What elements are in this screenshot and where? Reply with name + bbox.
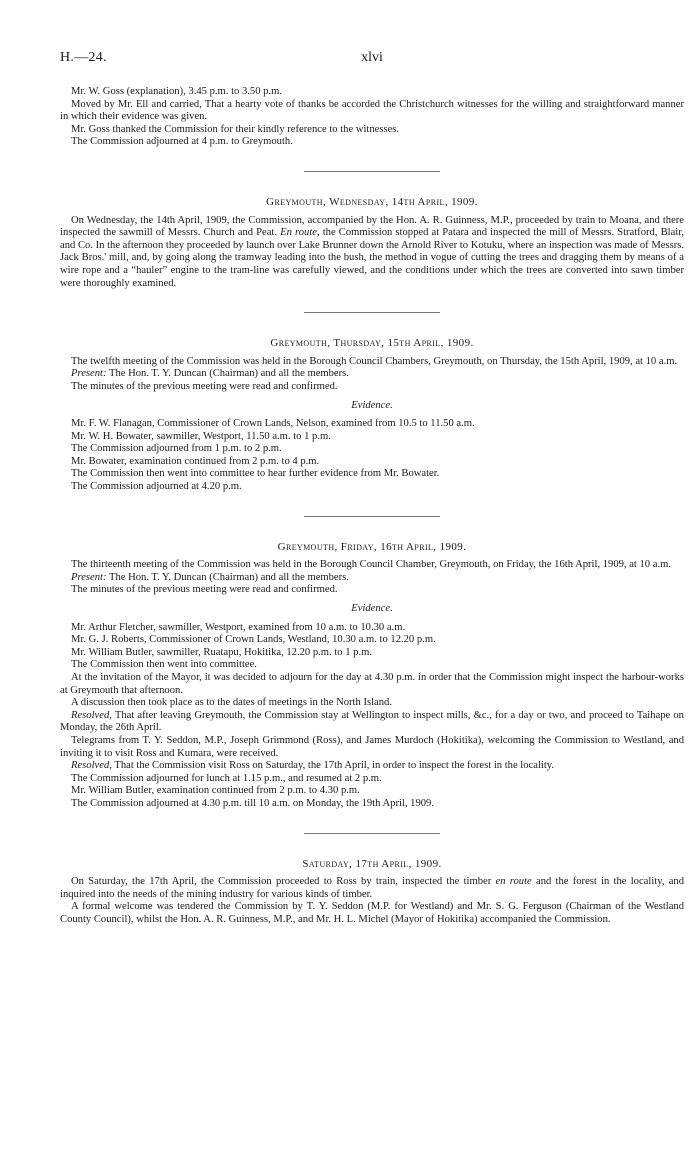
paragraph: A formal welcome was tendered the Commission by T. Y. Seddon (M.P. for Westland) and Mr. S. G. Ferguson (Chairman of the Westland County Council), whilst the Hon. A. R. Guinness, M.P., and Mr. H. L. Michel (Mayor of Hokitika) accompanied the Commission.: [60, 901, 684, 925]
paragraph-text: the Commission stopped at Patara and inspected the mill of Messrs. Stratford, Blair, and Co. In the afternoon they proceeded by launch over Lake Brunner down the Arnold River to Kotuku, where an inspection was made of Messrs. Jack Bros.' mill, and, by going along the tramway leading into the bush, the method in vogue of cutting the trees and dragging them by means of a wire rope and a “hauler” engine to the tram-line was carefully viewed, and the conditions under which the trees are converted into sawn timber were thoroughly examined.: [60, 227, 684, 289]
paragraph: The Commission then went into committee to hear further evidence from Mr. Bowater.: [71, 468, 440, 480]
section-heading: Greymouth, Wednesday, 14th April, 1909.: [266, 195, 478, 208]
section-heading: Saturday, 17th April, 1909.: [302, 857, 442, 870]
paragraph: The minutes of the previous meeting were read and confirmed.: [71, 380, 338, 392]
paragraph: Mr. W. H. Bowater, sawmiller, Westport, 11.50 a.m. to 1 p.m.: [71, 430, 331, 442]
paragraph: The Commission then went into committee.: [71, 659, 257, 671]
resolved-label: Resolved,: [71, 709, 112, 721]
section-friday: [60, 541, 684, 811]
paragraph: The twelfth meeting of the Commission was held in the Borough Council Chambers, Greymouth, on Thursday, the 15th April, 1909, at 10 a.m.: [71, 355, 678, 367]
resolution-text: That after leaving Greymouth, the Commission stay at Wellington to inspect mills, &c., for a day or two, and proceed to Taihape on Monday, the 26th April.: [60, 709, 684, 734]
paragraph: The minutes of the previous meeting were read and confirmed.: [71, 584, 338, 596]
page-header: [60, 52, 684, 72]
section-thursday: [60, 337, 684, 494]
section-wednesday: [60, 196, 684, 290]
paragraph: Mr. Goss thanked the Commission for their kindly reference to the witnesses.: [71, 123, 400, 135]
italic-phrase: En route,: [280, 227, 320, 239]
section-saturday: [60, 858, 684, 927]
paragraph: The Commission adjourned at 4.20 p.m.: [71, 481, 242, 493]
section-heading: Greymouth, Friday, 16th April, 1909.: [277, 540, 467, 553]
resolved-label: Resolved,: [71, 760, 112, 772]
paragraph: The Commission adjourned at 4.30 p.m. till 10 a.m. on Monday, the 19th April, 1909.: [71, 797, 435, 809]
italic-phrase: en route: [495, 876, 532, 888]
paragraph: Moved by Mr. Ell and carried, That a hearty vote of thanks be accorded the Christchurch witnesses for the willing and straightforward manner in which their evidence was given.: [60, 98, 684, 123]
present-label: Present:: [71, 368, 107, 380]
paragraph: [60, 215, 684, 291]
present-text: The Hon. T. Y. Duncan (Chairman) and all the members.: [108, 368, 349, 380]
resolution: [60, 760, 684, 773]
paragraph: Telegrams from T. Y. Seddon, M.P., Joseph Grimmond (Ross), and James Murdoch (Hokitika), welcoming the Commission to Westland, and inviting it to visit Ross and Kumara, were received.: [60, 734, 684, 759]
paragraph: The Commission adjourned at 4 p.m. to Greymouth.: [71, 136, 293, 148]
paragraph: Mr. William Butler, sawmiller, Ruatapu, Hokitika, 12.20 p.m. to 1 p.m.: [71, 646, 373, 658]
paragraph: Mr. Bowater, examination continued from 2 p.m. to 4 p.m.: [71, 455, 320, 467]
paragraph: Mr. Arthur Fletcher, sawmiller, Westport, examined from 10 a.m. to 10.30 a.m.: [71, 621, 406, 633]
paragraph-text: and the forest in the locality, and inquired into the needs of the mining industry for various kinds of timber.: [60, 876, 685, 900]
section-divider: [304, 833, 440, 834]
paragraph: Mr. G. J. Roberts, Commissioner of Crown Lands, Westland, 10.30 a.m. to 12.20 p.m.: [71, 634, 436, 646]
present-line: [60, 368, 684, 381]
section-heading: Greymouth, Thursday, 15th April, 1909.: [270, 337, 474, 350]
paragraph: At the invitation of the Mayor, it was decided to adjourn for the day at 4.30 p.m. in order that the Commission might inspect the harbour-works at Greymouth that afternoon.: [60, 672, 684, 696]
section-divider: [304, 516, 440, 517]
paragraph: [60, 876, 684, 901]
present-line: [60, 572, 684, 585]
paragraph: The Commission adjourned from 1 p.m. to 2 p.m.: [71, 443, 282, 455]
paragraph: A discussion then took place as to the dates of meetings in the North Island.: [71, 697, 392, 709]
present-label: Present:: [71, 571, 107, 583]
paragraph-text: On Wednesday, the 14th April, 1909, the Commission, accompanied by the Hon. A. R. Guinness, M.P., proceeded by train to Moana, and there inspected the sawmill of Messrs. Church and Peat.: [60, 214, 684, 239]
paragraph: The Commission adjourned for lunch at 1.15 p.m., and resumed at 2 p.m.: [71, 772, 382, 784]
paragraph: Mr. William Butler, examination continued from 2 p.m. to 4.30 p.m.: [71, 785, 360, 797]
paragraph-text: On Saturday, the 17th April, the Commission proceeded to Ross by train, inspected the timber: [71, 876, 492, 888]
page-number: xlvi: [361, 50, 383, 65]
intro-section: [60, 86, 684, 149]
evidence-heading: Evidence.: [351, 603, 393, 615]
document-reference: H.—24.: [60, 50, 107, 65]
paragraph: Mr. W. Goss (explanation), 3.45 p.m. to 3.50 p.m.: [71, 86, 282, 97]
evidence-heading: Evidence.: [351, 399, 393, 411]
present-text: The Hon. T. Y. Duncan (Chairman) and all the members.: [108, 571, 349, 583]
resolution-text: That the Commission visit Ross on Saturday, the 17th April, in order to inspect the forest in the locality.: [114, 760, 555, 772]
resolution: [60, 710, 684, 735]
paragraph: Mr. F. W. Flanagan, Commissioner of Crown Lands, Nelson, examined from 10.5 to 11.50 a.m.: [71, 418, 475, 430]
section-divider: [304, 171, 440, 172]
section-divider: [304, 312, 440, 313]
paragraph: The thirteenth meeting of the Commission was held in the Borough Council Chamber, Greymouth, on Friday, the 16th April, 1909, at 10 a.m.: [71, 559, 671, 571]
